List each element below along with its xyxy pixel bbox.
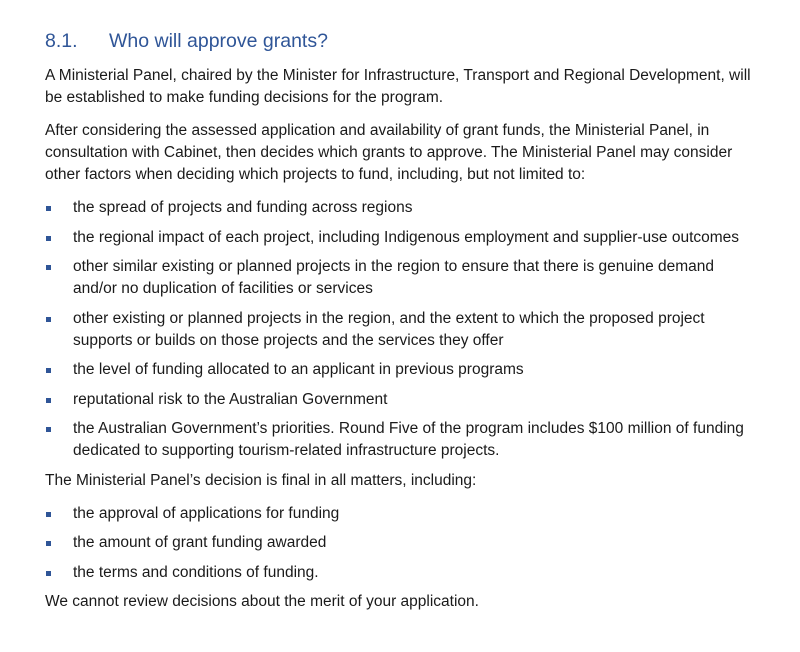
square-bullet-icon <box>46 236 51 241</box>
square-bullet-icon <box>46 571 51 576</box>
list-item-text: other similar existing or planned projects in the region to ensure that there is genuine demand and/or no duplication of facilities or services <box>73 258 715 297</box>
square-bullet-icon <box>46 206 51 211</box>
list-item <box>45 532 760 554</box>
square-bullet-icon <box>46 398 51 403</box>
considerations-paragraph: After considering the assessed application and availability of grant funds, the Ministerial Panel, in consultation with Cabinet, then decides which grants to approve. The Ministerial Panel may consider other factors when deciding which projects to fund, including, but not limited to: <box>45 122 733 183</box>
section-title: Who will approve grants? <box>109 30 328 52</box>
list-item <box>45 389 760 411</box>
intro-paragraph: A Ministerial Panel, chaired by the Minister for Infrastructure, Transport and Regional Development, will be established to make funding decisions for the program. <box>45 67 751 106</box>
list-item <box>45 308 760 352</box>
list-item-text: the Australian Government’s priorities. Round Five of the program includes $100 million of funding dedicated to supporting tourism-related infrastructure projects. <box>73 420 744 459</box>
square-bullet-icon <box>46 265 51 270</box>
list-item-text: reputational risk to the Australian Government <box>73 390 388 408</box>
square-bullet-icon <box>46 541 51 546</box>
list-item <box>45 503 760 525</box>
review-paragraph: We cannot review decisions about the merit of your application. <box>45 593 479 610</box>
list-item-text: the regional impact of each project, including Indigenous employment and supplier-use outcomes <box>73 228 740 246</box>
list-item <box>45 359 760 381</box>
list-item <box>45 227 760 249</box>
list-item <box>45 562 760 584</box>
square-bullet-icon <box>46 427 51 432</box>
final-matters-list <box>45 503 760 584</box>
list-item-text: the spread of projects and funding across regions <box>73 199 413 216</box>
list-item <box>45 256 760 300</box>
square-bullet-icon <box>46 512 51 517</box>
section-number: 8.1. <box>45 30 78 52</box>
factors-list <box>45 197 760 462</box>
list-item <box>45 197 760 219</box>
square-bullet-icon <box>46 368 51 373</box>
list-item-text: the amount of grant funding awarded <box>73 534 327 551</box>
section-heading <box>45 28 760 54</box>
final-decision-paragraph: The Ministerial Panel’s decision is final in all matters, including: <box>45 471 477 489</box>
list-item-text: other existing or planned projects in the region, and the extent to which the proposed project supports or builds on those projects and the services they offer <box>73 309 705 349</box>
square-bullet-icon <box>46 317 51 322</box>
list-item-text: the approval of applications for funding <box>73 504 340 522</box>
list-item <box>45 418 760 462</box>
list-item-text: the level of funding allocated to an applicant in previous programs <box>73 361 524 378</box>
list-item-text: the terms and conditions of funding. <box>73 563 319 581</box>
